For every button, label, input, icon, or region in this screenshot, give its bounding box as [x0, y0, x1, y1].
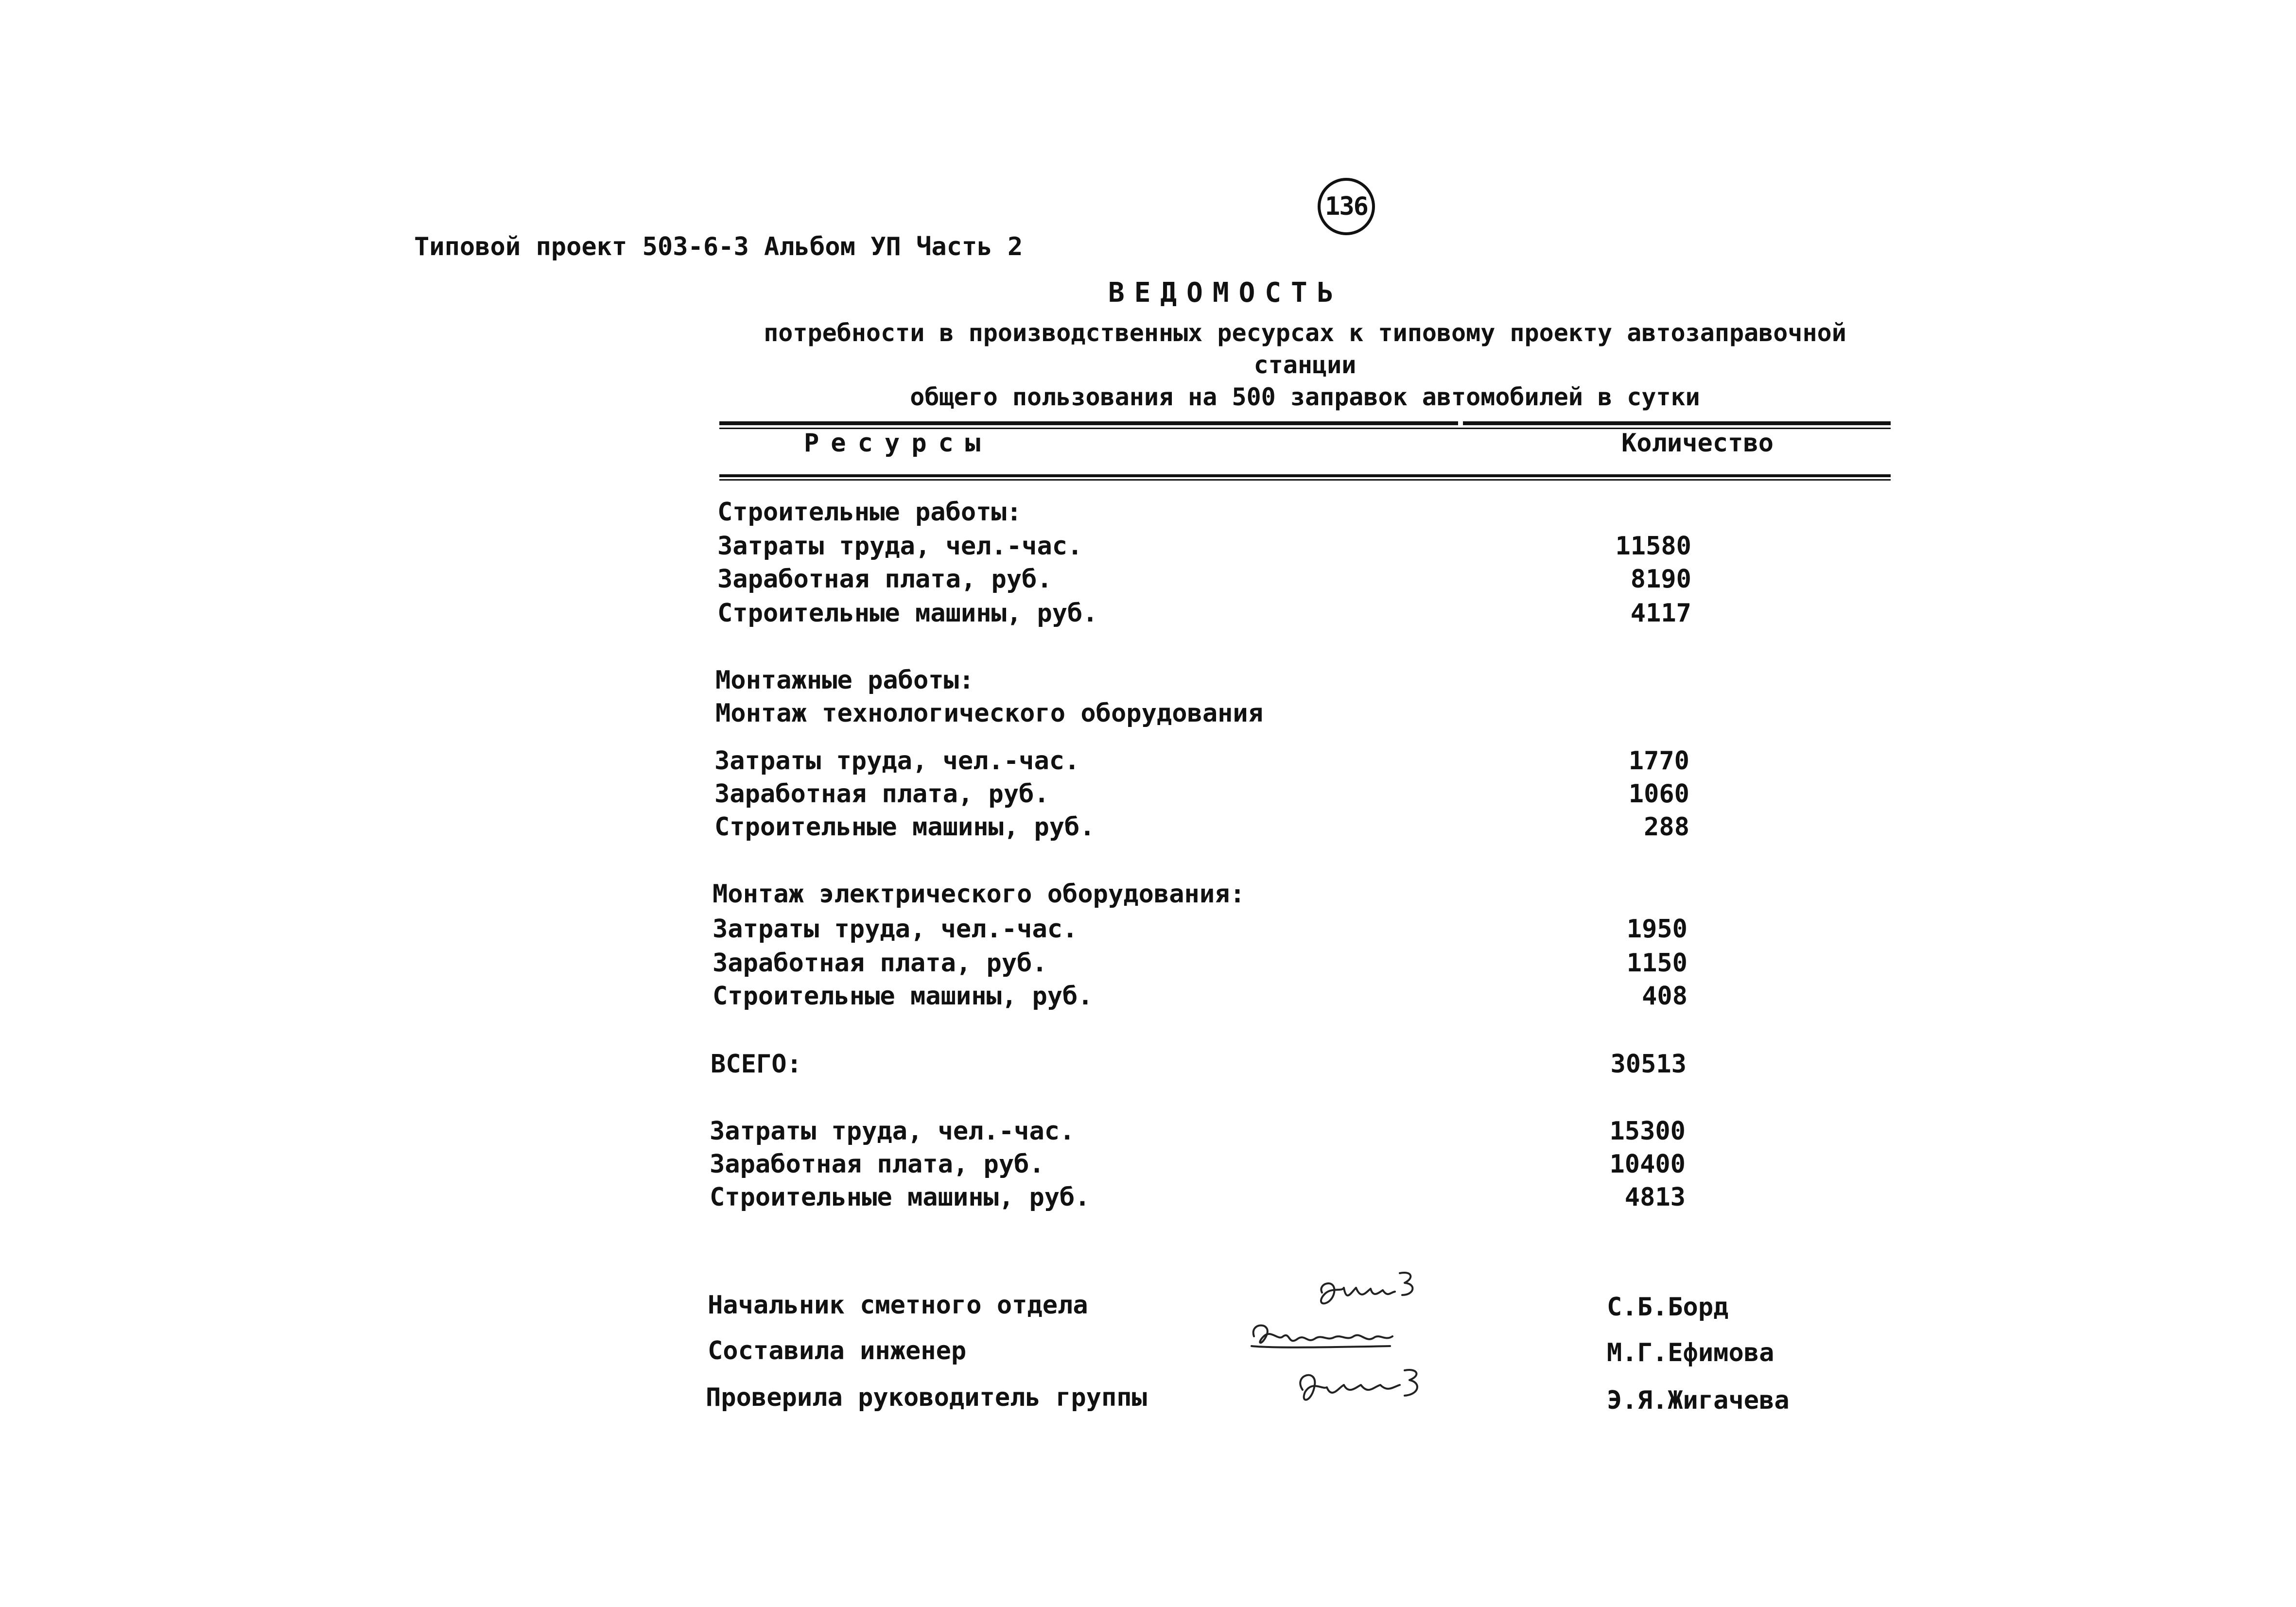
table-row	[0, 565, 2296, 599]
row-label: Монтажные работы:	[715, 666, 974, 695]
total-label: ВСЕГО:	[711, 1050, 802, 1079]
row-label: Затраты труда, чел.-час.	[717, 532, 1083, 561]
page-number: 136	[1318, 178, 1375, 235]
table-row	[0, 779, 2296, 813]
table-top-rule	[719, 421, 1458, 425]
table-row	[0, 666, 2296, 700]
table-row	[0, 1150, 2296, 1184]
project-header: Типовой проект 503-6-3 Альбом УП Часть 2	[414, 232, 1023, 261]
table-row	[0, 949, 2296, 983]
column-header-resources: Ресурсы	[804, 429, 992, 458]
row-value: 8190	[1630, 565, 1691, 594]
row-label: Заработная плата, руб.	[713, 949, 1047, 978]
table-row	[0, 915, 2296, 949]
handwritten-signatures	[1244, 1263, 1516, 1438]
signatory-role: Составила инженер	[708, 1336, 967, 1365]
row-label: Затраты труда, чел.-час.	[714, 746, 1080, 776]
row-label: Заработная плата, руб.	[714, 779, 1049, 809]
signatory-name: М.Г.Ефимова	[1607, 1338, 1774, 1367]
signatory-name: С.Б.Борд	[1607, 1293, 1729, 1322]
table-header-rule-thin	[719, 479, 1891, 481]
row-label: Заработная плата, руб.	[710, 1150, 1044, 1179]
row-value: 1770	[1628, 746, 1689, 776]
document-subtitle	[714, 317, 1896, 413]
row-value: 11580	[1615, 532, 1691, 561]
row-value: 10400	[1609, 1150, 1686, 1179]
signatory-role: Начальник сметного отдела	[708, 1291, 1088, 1320]
table-row	[0, 532, 2296, 566]
table-row	[0, 699, 2296, 733]
row-value: 4813	[1624, 1183, 1686, 1212]
row-label: Затраты труда, чел.-час.	[710, 1117, 1075, 1146]
subtitle-line-2: общего пользования на 500 заправок автомобилей в сутки	[910, 383, 1700, 411]
row-label: Строительные машины, руб.	[710, 1183, 1090, 1212]
row-label: Монтаж электрического оборудования:	[713, 880, 1245, 909]
row-value: 1950	[1626, 915, 1687, 944]
table-row	[0, 746, 2296, 780]
table-row	[0, 812, 2296, 847]
row-value: 1060	[1628, 779, 1689, 809]
column-header-quantity: Количество	[1621, 429, 1774, 458]
subtitle-line-1: потребности в производственных ресурсах к типовому проекту автозаправочной станции	[764, 319, 1846, 379]
row-value: 408	[1642, 982, 1687, 1011]
row-value: 4117	[1630, 599, 1691, 628]
row-label: Строительные работы:	[717, 498, 1022, 527]
row-label: Строительные машины, руб.	[714, 812, 1095, 842]
table-row	[0, 498, 2296, 532]
signatory-name: Э.Я.Жигачева	[1607, 1386, 1790, 1415]
total-value: 30513	[1610, 1050, 1687, 1079]
document-title: ВЕДОМОСТЬ	[1108, 277, 1343, 309]
table-row	[0, 982, 2296, 1016]
table-row	[0, 880, 2296, 914]
row-label: Строительные машины, руб.	[713, 982, 1093, 1011]
table-row	[0, 1183, 2296, 1217]
table-header-rule	[719, 474, 1891, 477]
row-label: Затраты труда, чел.-час.	[713, 915, 1078, 944]
row-label: Заработная плата, руб.	[717, 565, 1052, 594]
row-label: Строительные машины, руб.	[717, 599, 1098, 628]
total-row	[0, 1050, 2296, 1084]
row-label: Монтаж технологического оборудования	[715, 699, 1264, 728]
table-top-rule-right	[1463, 421, 1891, 425]
table-row	[0, 1117, 2296, 1151]
table-row	[0, 599, 2296, 633]
row-value: 15300	[1609, 1117, 1686, 1146]
signatory-role: Проверила руководитель группы	[706, 1383, 1147, 1412]
row-value: 1150	[1626, 949, 1687, 978]
row-value: 288	[1644, 812, 1689, 842]
